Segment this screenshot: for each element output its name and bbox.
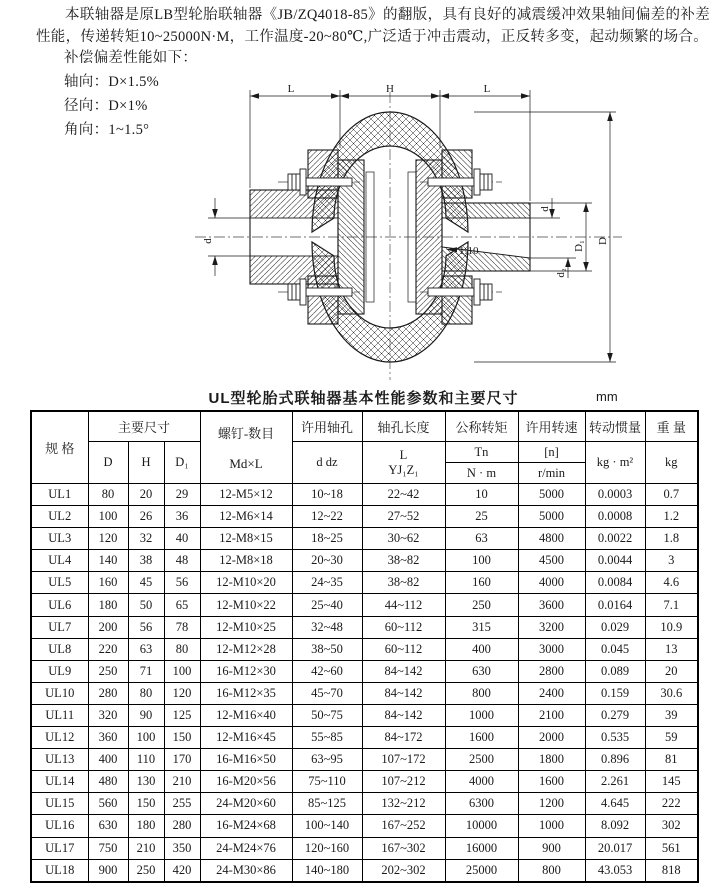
table-cell: 50 [128,594,164,616]
table-cell: 220 [88,638,128,660]
table-cell: 900 [518,837,585,859]
header-bore-length-YJZ: YJ₁Z₁ [388,462,419,477]
header-speed-unit: r/min [518,463,585,484]
table-cell: 160 [88,572,128,594]
table-row [31,859,698,882]
angular-spec: 角向：1~1.5° [64,122,150,138]
table-cell: 12-M16×40 [200,704,292,726]
table-cell: 250 [88,660,128,682]
table-cell: 80 [164,638,200,660]
table-cell: 1200 [518,793,585,815]
table-cell: 1.8 [645,528,698,550]
table-cell: 43.053 [585,859,645,882]
table-cell: 16-M24×68 [200,815,292,837]
table-cell: 50~75 [292,704,362,726]
table-cell: 750 [88,837,128,859]
dim-label-d2: d₂ [555,268,567,278]
header-weight-unit: kg [645,442,698,484]
header-torque: 公称转矩 [445,411,518,442]
table-cell: 4.645 [585,793,645,815]
table-cell: 71 [128,660,164,682]
table-row [31,771,698,793]
table-cell: 560 [88,793,128,815]
table-cell: 38~82 [362,550,445,572]
table-cell: 6300 [445,793,518,815]
table-cell: 80 [88,484,128,506]
table-cell: 80 [128,682,164,704]
table-cell: UL17 [31,837,88,859]
table-row [31,837,698,859]
table-cell: UL8 [31,638,88,660]
table-cell: 800 [518,859,585,882]
table-cell: 20 [645,660,698,682]
table-cell: 0.896 [585,749,645,771]
table-cell: 12~22 [292,506,362,528]
table-cell: 24~35 [292,572,362,594]
table-cell: 84~142 [362,660,445,682]
table-cell: 16-M12×30 [200,660,292,682]
table-cell: 4000 [518,572,585,594]
header-weight: 重 量 [645,411,698,442]
table-cell: 25~40 [292,594,362,616]
table-cell: 140~180 [292,859,362,882]
header-inertia: 转动惯量 [585,411,645,442]
table-cell: 25000 [445,859,518,882]
table-cell: 5000 [518,484,585,506]
table-cell: 63 [128,638,164,660]
table-cell: 160 [445,572,518,594]
table-cell: UL14 [31,771,88,793]
header-torque-unit: N · m [445,463,518,484]
table-cell: 167~252 [362,815,445,837]
table-cell: 210 [164,771,200,793]
table-cell: 84~172 [362,727,445,749]
table-cell: 100 [445,550,518,572]
table-row [31,815,698,837]
table-row [31,727,698,749]
table-cell: 2.261 [585,771,645,793]
table-row [31,660,698,682]
table-header [31,411,698,484]
table-cell: UL12 [31,727,88,749]
table-cell: 12-M8×18 [200,550,292,572]
spec-table [30,410,699,883]
table-cell: 60~112 [362,638,445,660]
table-cell: 630 [445,660,518,682]
compensation-heading: 补偿偏差性能如下： [64,50,198,66]
table-cell: 400 [88,749,128,771]
header-spec: 规 格 [31,411,88,484]
table-cell: 45~70 [292,682,362,704]
table-cell: 84~142 [362,682,445,704]
header-bore-length-sub [362,442,445,484]
table-cell: 60~112 [362,616,445,638]
axial-spec: 轴向：D×1.5% [64,74,160,90]
table-cell: 84~142 [362,704,445,726]
table-row [31,749,698,771]
header-bore-length-L: L [399,447,408,462]
table-cell: 12-M5×12 [200,484,292,506]
table-cell: 24-M20×60 [200,793,292,815]
table-cell: 48 [164,550,200,572]
table-cell: 12-M6×14 [200,506,292,528]
table-cell: 1600 [518,771,585,793]
table-cell: 8.092 [585,815,645,837]
table-cell: 12-M10×20 [200,572,292,594]
header-speed-symbol: [n] [518,442,585,463]
table-cell: 1600 [445,727,518,749]
table-cell: 45 [128,572,164,594]
table-cell: 26 [128,506,164,528]
table-cell: 100 [88,506,128,528]
table-cell: 167~302 [362,837,445,859]
table-cell: 20~30 [292,550,362,572]
table-cell: 0.0003 [585,484,645,506]
table-cell: 1000 [445,704,518,726]
table-cell: 0.0044 [585,550,645,572]
table-cell: 29 [164,484,200,506]
table-cell: 40 [164,528,200,550]
table-cell: 32 [128,528,164,550]
table-cell: 38 [128,550,164,572]
taper-label: 1:10 [459,245,479,257]
table-cell: UL18 [31,859,88,882]
table-cell: 480 [88,771,128,793]
table-cell: 302 [645,815,698,837]
table-cell: 56 [128,616,164,638]
table-cell: 100~140 [292,815,362,837]
table-row [31,484,698,506]
header-screws-count: 螺钉-数目 [217,426,275,441]
table-cell: 180 [88,594,128,616]
table-cell: 180 [128,815,164,837]
table-cell: UL2 [31,506,88,528]
table-cell: 280 [88,682,128,704]
table-cell: 222 [645,793,698,815]
table-cell: 16000 [445,837,518,859]
table-row [31,793,698,815]
table-cell: 0.0008 [585,506,645,528]
table-cell: 81 [645,749,698,771]
table-cell: 65 [164,594,200,616]
table-row [31,638,698,660]
table-cell: 2100 [518,704,585,726]
header-torque-symbol: Tn [445,442,518,463]
table-cell: UL11 [31,704,88,726]
table-cell: 30~62 [362,528,445,550]
table-cell: 100 [128,727,164,749]
table-cell: UL3 [31,528,88,550]
header-H: H [128,442,164,484]
table-cell: 202~302 [362,859,445,882]
table-cell: 4500 [518,550,585,572]
table-row [31,682,698,704]
table-cell: 0.0084 [585,572,645,594]
table-cell: 210 [128,837,164,859]
table-cell: 3 [645,550,698,572]
table-cell: 2800 [518,660,585,682]
table-cell: 3600 [518,594,585,616]
table-cell: 44~112 [362,594,445,616]
table-cell: 30.6 [645,682,698,704]
table-cell: 42~60 [292,660,362,682]
table-cell: 78 [164,616,200,638]
header-screws-size: Md×L [229,456,263,471]
table-cell: 800 [445,682,518,704]
table-cell: 107~212 [362,771,445,793]
table-cell: 2500 [445,749,518,771]
dim-label-d-right: d [539,206,551,212]
table-cell: 360 [88,727,128,749]
header-D1: D₁ [164,442,200,484]
table-row [31,594,698,616]
table-cell: 24-M30×86 [200,859,292,882]
table-cell: 20 [128,484,164,506]
table-cell: 2000 [518,727,585,749]
intro-paragraph: 本联轴器是原LB型轮胎联轴器《JB/ZQ4018-85》的翻版，具有良好的减震缓冲效果轴间偏差的补差性能，传递转矩10~25000N·M，工作温度-20~80℃,广泛适于冲击震动，正反转多变，起动频繁的场合。 [36,7,710,45]
table-cell: UL4 [31,550,88,572]
table-cell: 16-M12×35 [200,682,292,704]
header-main-dims: 主要尺寸 [88,411,200,442]
table-cell: 200 [88,616,128,638]
table-cell: 110 [128,749,164,771]
table-cell: 0.535 [585,727,645,749]
dim-label-D: D [597,237,609,245]
table-cell: 13 [645,638,698,660]
table-cell: 0.159 [585,682,645,704]
table-row [31,550,698,572]
table-row [31,616,698,638]
table-cell: 4800 [518,528,585,550]
table-cell: 12-M16×45 [200,727,292,749]
table-cell: 1800 [518,749,585,771]
table-cell: 350 [164,837,200,859]
table-cell: 400 [445,638,518,660]
table-cell: 2400 [518,682,585,704]
table-cell: 0.0022 [585,528,645,550]
table-cell: 12-M8×15 [200,528,292,550]
table-cell: 4.6 [645,572,698,594]
table-cell: UL1 [31,484,88,506]
table-cell: 420 [164,859,200,882]
table-cell: 12-M10×22 [200,594,292,616]
coupling-cross-section-drawing [0,84,726,386]
table-cell: UL10 [31,682,88,704]
table-cell: 0.029 [585,616,645,638]
table-cell: 16-M20×56 [200,771,292,793]
table-cell: UL7 [31,616,88,638]
table-cell: 120 [164,682,200,704]
table-cell: 130 [128,771,164,793]
header-speed: 许用转速 [518,411,585,442]
table-cell: 132~212 [362,793,445,815]
table-cell: 255 [164,793,200,815]
table-cell: 63 [445,528,518,550]
dim-label-D1: D₁ [573,240,585,252]
table-cell: 4000 [445,771,518,793]
table-cell: 250 [128,859,164,882]
table-cell: 18~25 [292,528,362,550]
table-cell: 38~50 [292,638,362,660]
table-cell: 120 [88,528,128,550]
table-cell: 125 [164,704,200,726]
table-cell: 107~172 [362,749,445,771]
table-cell: 10000 [445,815,518,837]
table-cell: 10 [445,484,518,506]
dim-label-L-right: L [483,84,491,95]
table-cell: 0.0164 [585,594,645,616]
table-cell: 20.017 [585,837,645,859]
table-cell: 630 [88,815,128,837]
table-cell: 63~95 [292,749,362,771]
table-cell: 39 [645,704,698,726]
header-bore-length: 轴孔长度 [362,411,445,442]
table-cell: UL16 [31,815,88,837]
table-cell: 120~160 [292,837,362,859]
header-bore-sub: d dz [292,442,362,484]
table-cell: 10.9 [645,616,698,638]
table-cell: 10~18 [292,484,362,506]
table-cell: 100 [164,660,200,682]
header-D: D [88,442,128,484]
table-row [31,528,698,550]
table-cell: 250 [445,594,518,616]
table-cell: 24-M24×76 [200,837,292,859]
table-cell: 59 [645,727,698,749]
header-inertia-unit: kg · m² [585,442,645,484]
table-cell: 32~48 [292,616,362,638]
header-screws [200,411,292,484]
table-cell: 3200 [518,616,585,638]
table-cell: 56 [164,572,200,594]
table-row [31,572,698,594]
table-cell: 3000 [518,638,585,660]
table-row [31,506,698,528]
table-title: UL型轮胎式联轴器基本性能参数和主要尺寸 [208,390,519,407]
dim-label-d-left: d [202,238,214,244]
dim-label-H: H [386,84,394,95]
table-cell: UL6 [31,594,88,616]
table-cell: 150 [128,793,164,815]
table-cell: 145 [645,771,698,793]
table-cell: 16-M16×50 [200,749,292,771]
table-cell: 90 [128,704,164,726]
table-cell: 320 [88,704,128,726]
dim-label-L-left: L [287,84,295,95]
table-cell: 0.7 [645,484,698,506]
table-cell: 5000 [518,506,585,528]
table-cell: UL5 [31,572,88,594]
table-cell: 25 [445,506,518,528]
table-cell: 150 [164,727,200,749]
table-cell: 170 [164,749,200,771]
table-cell: 1000 [518,815,585,837]
table-cell: 280 [164,815,200,837]
table-unit: mm [596,389,618,404]
table-cell: 38~82 [362,572,445,594]
radial-spec: 径向：D×1% [64,98,148,114]
table-cell: 12-M12×28 [200,638,292,660]
table-cell: 900 [88,859,128,882]
table-cell: 85~125 [292,793,362,815]
table-cell: UL15 [31,793,88,815]
table-cell: UL13 [31,749,88,771]
table-cell: 0.045 [585,638,645,660]
header-bore: 许用轴孔 [292,411,362,442]
table-row [31,704,698,726]
table-cell: 0.089 [585,660,645,682]
table-cell: 27~52 [362,506,445,528]
table-cell: 12-M10×25 [200,616,292,638]
table-cell: 561 [645,837,698,859]
table-cell: 55~85 [292,727,362,749]
table-cell: 0.279 [585,704,645,726]
table-body [31,484,698,882]
table-cell: 818 [645,859,698,882]
table-cell: 36 [164,506,200,528]
table-cell: 7.1 [645,594,698,616]
table-cell: 75~110 [292,771,362,793]
table-cell: 140 [88,550,128,572]
table-cell: 315 [445,616,518,638]
table-cell: UL9 [31,660,88,682]
table-cell: 22~42 [362,484,445,506]
table-cell: 1.2 [645,506,698,528]
